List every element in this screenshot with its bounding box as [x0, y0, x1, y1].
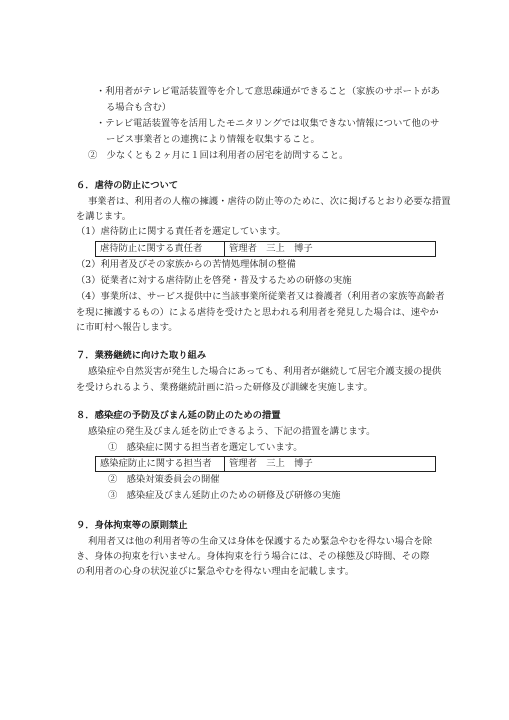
visit-requirement-item: ② 少なくとも２ヶ月に１回は利用者の居宅を訪問すること。 — [88, 150, 349, 161]
bullet-monitoring-line1: ・テレビ電話装置等を活用したモニタリングでは収集できない情報について他のサ — [96, 118, 440, 129]
section-6-paragraph-line1: 事業者は、利用者の人権の擁護・虐待の防止等のために、次に掲げるとおり必要な措置 — [88, 196, 451, 207]
bullet-videophone-line1: ・利用者がテレビ電話装置等を介して意思疎通ができること（家族のサポートがあ — [96, 86, 440, 97]
section-8-item-2: ② 感染対策委員会の開催 — [108, 474, 220, 485]
section-6-item-2: （2）利用者及びその家族からの苦情処理体制の整備 — [76, 259, 296, 270]
section-6-paragraph-line2: を講じます。 — [76, 211, 132, 222]
section-9-heading: ９．身体拘束等の原則禁止 — [76, 520, 188, 531]
section-9-paragraph-line1: 利用者又は他の利用者等の生命又は身体を保護するため緊急やむを得ない場合を除 — [88, 536, 432, 547]
section-9-paragraph-line2: き、身体の拘束を行いません。身体拘束を行う場合には、その様態及び時間、その際 — [76, 551, 430, 562]
abuse-prevention-responsible-table — [95, 241, 436, 257]
section-6-heading: ６．虐待の防止について — [76, 180, 179, 191]
section-6-item-4-line2: を現に擁護するもの）による虐待を受けたと思われる利用者を発見した場合は、速やか — [76, 307, 439, 318]
section-6-item-4-line1: （4）事業所は、サービス提供中に当該事業所従業者又は養護者（利用者の家族等高齢者 — [76, 291, 445, 302]
section-9-paragraph-line3: の利用者の心身の状況並びに緊急やむを得ない理由を記載します。 — [76, 566, 355, 577]
infection-control-responsible-table — [95, 456, 436, 472]
section-8-paragraph: 感染症の発生及びまん延を防止できるよう、下記の措置を講じます。 — [88, 426, 376, 437]
section-8-heading: ８．感染症の予防及びまん延の防止のための措置 — [76, 410, 281, 421]
table-value-cell: 管理者 三上 博子 — [229, 458, 313, 469]
table-label-cell: 感染症防止に関する担当者 — [96, 457, 225, 471]
bullet-monitoring-line2: ービス事業者との連携により情報を収集すること。 — [106, 134, 320, 145]
section-6-item-3: （3）従業者に対する虐待防止を啓発・普及するための研修の実施 — [76, 275, 352, 286]
section-8-item-3: ③ 感染症及びまん延防止のための研修及び研修の実施 — [108, 490, 341, 501]
bullet-videophone-line2: る場合も含む） — [106, 102, 172, 113]
section-7-paragraph-line1: 感染症や自然災害が発生した場合にあっても、利用者が継続して居宅介護支援の提供 — [88, 366, 442, 377]
section-6-item-4-line3: に市町村へ報告します。 — [76, 322, 178, 333]
section-7-paragraph-line2: を受けられるよう、業務継続計画に沿った研修及び訓練を実施します。 — [76, 382, 373, 393]
table-value-cell: 管理者 三上 博子 — [229, 243, 313, 254]
section-7-heading: ７．業務継続に向けた取り組み — [76, 350, 207, 361]
section-8-item-1: ① 感染症に関する担当者を選定しています。 — [108, 442, 303, 453]
section-6-item-1: （1）虐待防止に関する責任者を選定しています。 — [76, 226, 286, 237]
table-label-cell: 虐待防止に関する責任者 — [96, 242, 225, 256]
